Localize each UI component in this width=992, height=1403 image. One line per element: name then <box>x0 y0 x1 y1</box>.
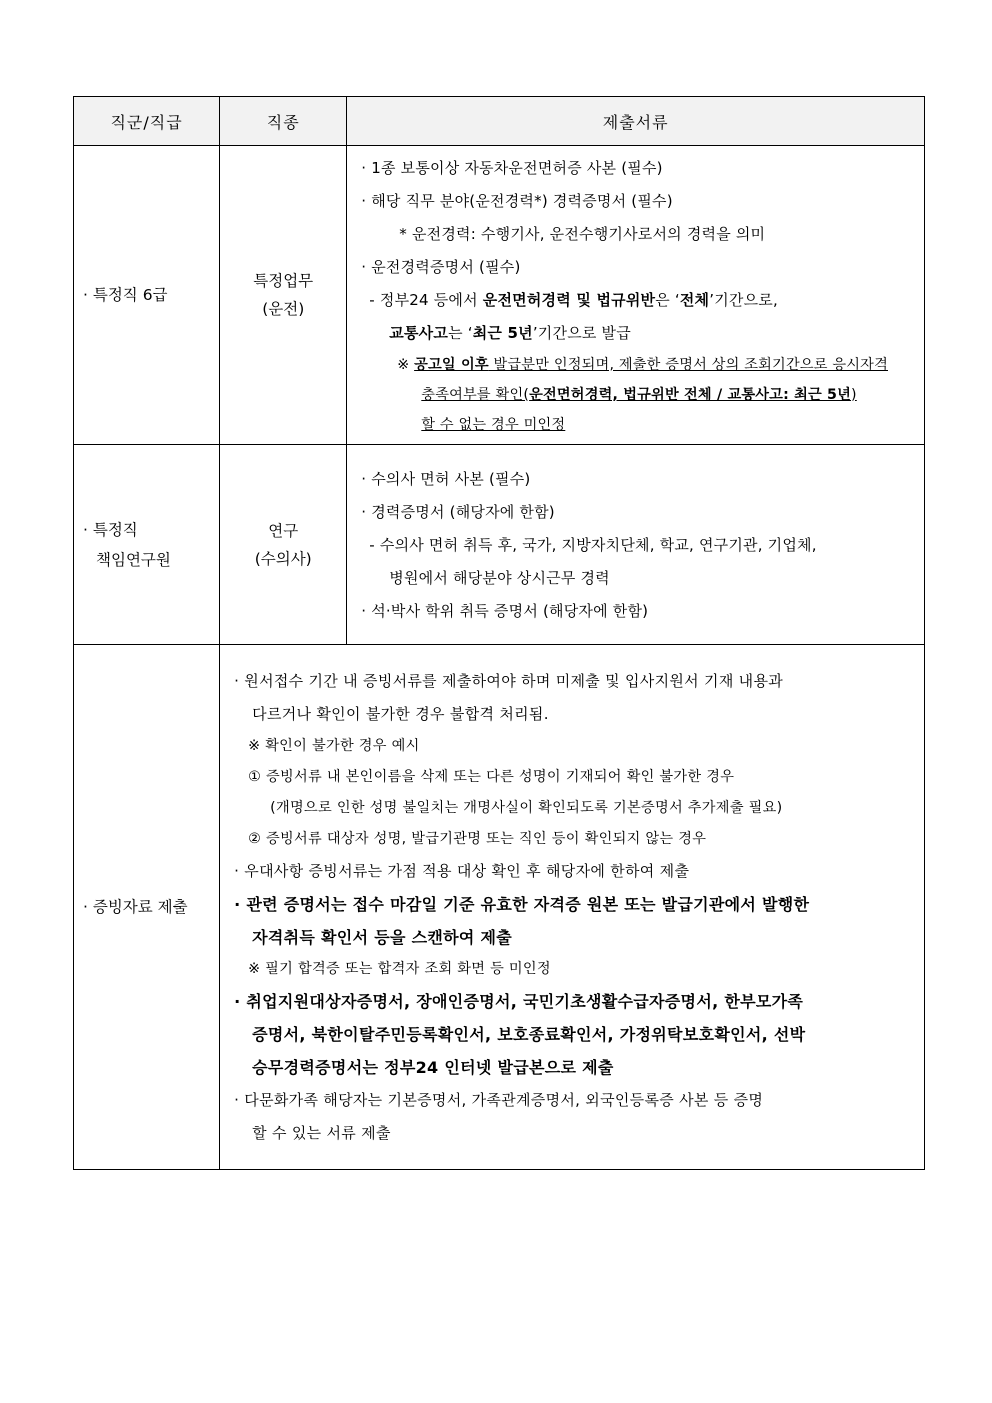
doc-subline: 교통사고는 ‘최근 5년’기간으로 발급 <box>389 324 631 342</box>
header-row <box>74 97 925 146</box>
grade-sublabel: 책임연구원 <box>96 550 171 569</box>
doc-line: · 석·박사 학위 취득 증명서 (해당자에 한함) <box>361 602 649 620</box>
grade-cell <box>74 445 220 645</box>
grade-cell <box>74 146 220 445</box>
header-documents: 제출서류 <box>347 97 925 146</box>
doc-example: ② 증빙서류 대상자 성명, 발급기관명 또는 직인 등이 확인되지 않는 경우 <box>248 831 707 847</box>
doc-line: 자격취득 확인서 등을 스캔하여 제출 <box>252 928 512 947</box>
documents-cell <box>220 645 925 1170</box>
jobtype-label: 연구 <box>268 521 299 540</box>
grade-label: · 특정직 6급 <box>83 286 168 304</box>
doc-subline: 병원에서 해당분야 상시근무 경력 <box>389 569 610 587</box>
doc-line: · 수의사 면허 사본 (필수) <box>361 470 531 488</box>
header-grade: 직군/직급 <box>74 97 220 146</box>
doc-line: 할 수 있는 서류 제출 <box>252 1124 391 1142</box>
doc-subline: - 정부24 등에서 운전면허경력 및 법규위반은 ‘전체’기간으로, <box>369 291 778 309</box>
header-jobtype: 직종 <box>220 97 347 146</box>
doc-note: ※ 확인이 불가한 경우 예시 <box>248 738 420 754</box>
doc-line: · 우대사항 증빙서류는 가점 적용 대상 확인 후 해당자에 한하여 제출 <box>234 862 690 880</box>
jobtype-sublabel: (수의사) <box>254 549 312 568</box>
doc-subline: - 수의사 면허 취득 후, 국가, 지방자치단체, 학교, 연구기관, 기업체, <box>369 536 817 554</box>
doc-note: * 운전경력: 수행기사, 운전수행기사로서의 경력을 의미 <box>399 225 766 243</box>
doc-line: · 취업지원대상자증명서, 장애인증명서, 국민기초생활수급자증명서, 한부모가족 <box>234 992 804 1011</box>
table-row <box>74 445 925 645</box>
doc-line: · 해당 직무 분야(운전경력*) 경력증명서 (필수) <box>361 192 673 210</box>
documents-cell <box>347 146 925 445</box>
doc-line: · 원서접수 기간 내 증빙서류를 제출하여야 하며 미제출 및 입사지원서 기재 내용과 <box>234 672 784 690</box>
doc-example: (개명으로 인한 성명 불일치는 개명사실이 확인되도록 기본증명서 추가제출 필요) <box>270 800 783 816</box>
doc-note: ※ 필기 합격증 또는 합격자 조회 화면 등 미인정 <box>248 961 551 977</box>
grade-cell <box>74 645 220 1170</box>
grade-label: · 증빙자료 제출 <box>83 898 188 916</box>
doc-line: · 운전경력증명서 (필수) <box>361 258 521 276</box>
table-row <box>74 645 925 1170</box>
doc-line: 증명서, 북한이탈주민등록확인서, 보호종료확인서, 가정위탁보호확인서, 선박 <box>252 1025 806 1044</box>
doc-example: ① 증빙서류 내 본인이름을 삭제 또는 다른 성명이 기재되어 확인 불가한 경우 <box>248 769 735 785</box>
doc-line: · 관련 증명서는 접수 마감일 기준 유효한 자격증 원본 또는 발급기관에서 발행한 <box>234 895 810 914</box>
doc-warning: 할 수 없는 경우 미인정 <box>421 417 566 433</box>
doc-warning: ※ 공고일 이후 발급분만 인정되며, 제출한 증명서 상의 조회기간으로 응시자격 <box>397 357 888 373</box>
doc-warning: 충족여부를 확인(운전면허경력, 법규위반 전체 / 교통사고: 최근 5년) <box>421 387 857 403</box>
grade-label: · 특정직 <box>83 520 138 539</box>
documents-cell <box>347 445 925 645</box>
doc-line: 승무경력증명서는 정부24 인터넷 발급본으로 제출 <box>252 1058 614 1077</box>
table-row <box>74 146 925 445</box>
requirements-table <box>73 96 925 1170</box>
jobtype-label: 특정업무 <box>253 272 314 290</box>
jobtype-cell <box>220 146 347 445</box>
doc-line: · 경력증명서 (해당자에 한함) <box>361 503 555 521</box>
doc-line: · 1종 보통이상 자동차운전면허증 사본 (필수) <box>361 159 663 177</box>
jobtype-sublabel: (운전) <box>262 300 305 318</box>
doc-line: 다르거나 확인이 불가한 경우 불합격 처리됨. <box>252 705 549 723</box>
jobtype-cell <box>220 445 347 645</box>
doc-line: · 다문화가족 해당자는 기본증명서, 가족관계증명서, 외국인등록증 사본 등 증명 <box>234 1091 764 1109</box>
